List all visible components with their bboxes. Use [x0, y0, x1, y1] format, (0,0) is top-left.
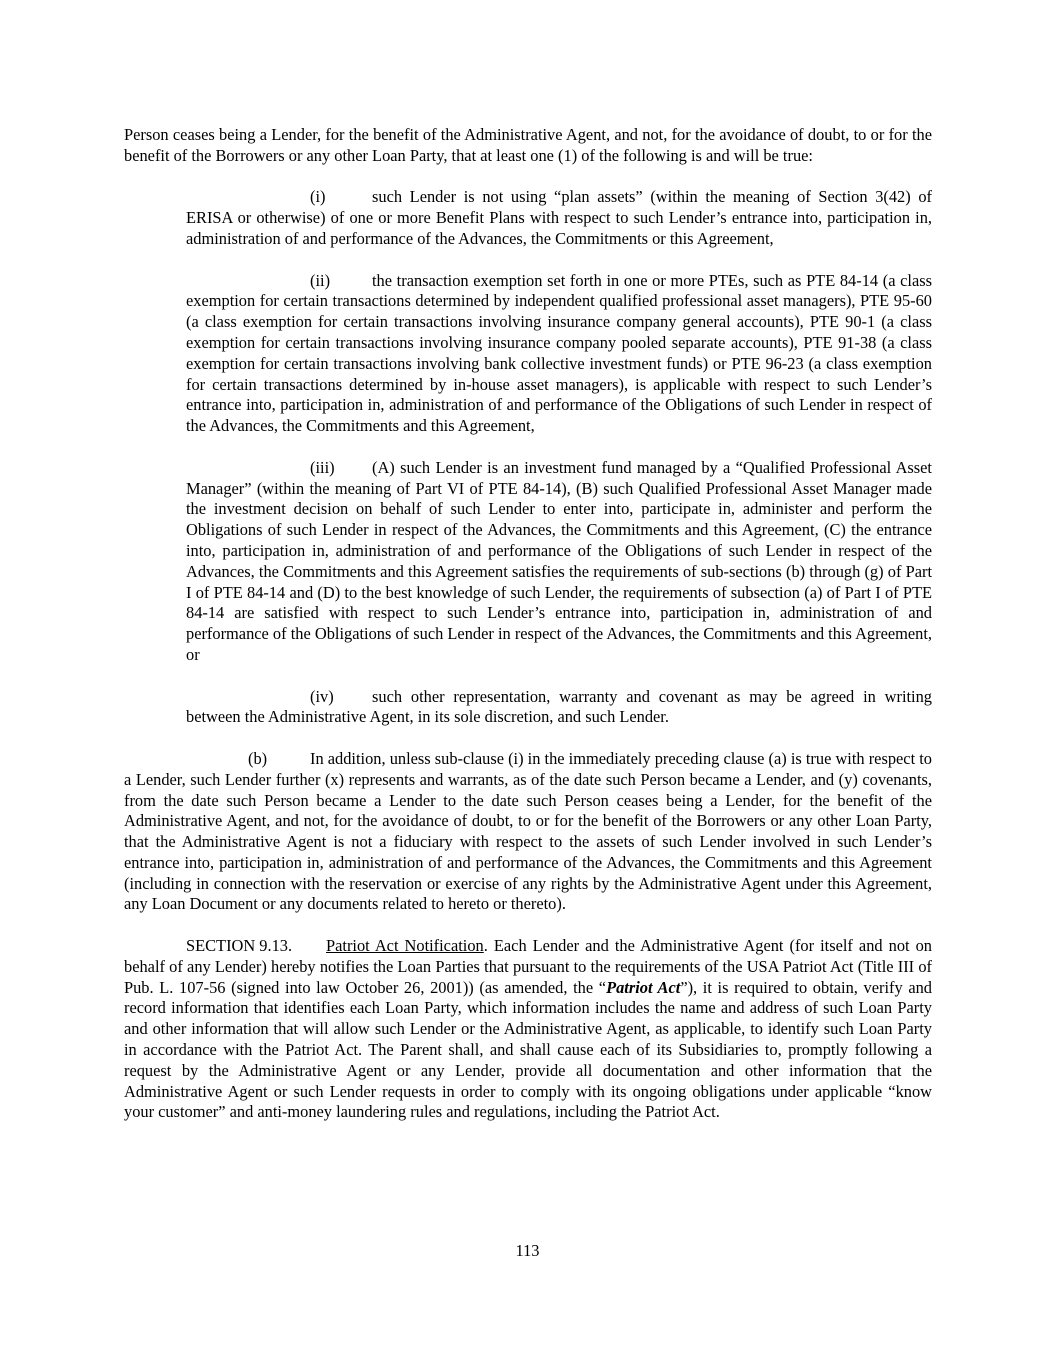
clause-number: (iv): [310, 686, 334, 706]
clause-number: (i): [310, 187, 326, 207]
clause-text: such Lender is not using “plan assets” (within the meaning of Section 3(42) of ERISA or otherwise) of one or more Benefit Plans with respect to such Lender’s entrance into, participation in, administration of and performance of the Advances, the Commitments or this Agreement,: [186, 187, 932, 248]
defined-term: Patriot Act: [606, 977, 681, 997]
section-heading: Patriot Act Notification: [326, 936, 484, 956]
clause-text: the transaction exemption set forth in one or more PTEs, such as PTE 84-14 (a class exemption for certain transactions determined by independent qualified professional asset managers), PTE 95-60 (a class exemption for certain transactions involving insurance company general accounts), PTE 90-1 (a class exemption for certain transactions involving insurance company pooled separate accounts), PTE 91-38 (a class exemption for certain transactions involving bank collective investment funds) or PTE 96-23 (a class exemption for certain transactions determined by in-house asset managers), is applicable with respect to such Lender’s entrance into, participation in, administration of and performance of the Obligations of such Lender in respect of the Advances, the Commitments and this Agreement,: [186, 270, 932, 436]
clause-i: [186, 187, 932, 249]
paragraph-text: In addition, unless sub-clause (i) in the immediately preceding clause (a) is true with respect to a Lender, such Lender further (x) represents and warrants, as of the date such Person became a Lender, and (y) covenants, from the date such Person became a Lender to the date such Person ceases being a Lender, for the benefit of the Administrative Agent, and not, for the avoidance of doubt, to or for the benefit of the Borrowers or any other Loan Party, that the Administrative Agent is not a fiduciary with respect to the assets of such Lender involved in such Lender’s entrance into, participation in, administration of and performance of the Advances, the Commitments and this Agreement (including in connection with the reservation or exercise of any rights by the Administrative Agent under this Agreement, any Loan Document or any documents related to hereto or thereto).: [124, 748, 932, 914]
clause-number: (iii): [310, 457, 335, 477]
document-page: [124, 125, 932, 1123]
section-text-part-1: . Each Lender and the Administrative Agent (for itself and not on behalf of any Lender) hereby notifies the Loan Parties that pursuant to the requirements of the USA Patriot Act (Title III of Pub. L. 107-56 (signed into law October 26, 2001)) (as amended, the “: [124, 936, 932, 997]
paragraph-b: [124, 749, 932, 915]
clause-text: such other representation, warranty and covenant as may be agreed in writing between the Administrative Agent, in its sole discretion, and such Lender.: [186, 686, 932, 727]
clause-number: (ii): [310, 270, 331, 290]
section-text-part-2: ”), it is required to obtain, verify and record information that identifies each Loan Party, which information includes the name and address of such Loan Party and other information that will allow such Lender or the Administrative Agent, as applicable, to identify such Loan Party in accordance with the Patriot Act. The Parent shall, and shall cause each of its Subsidiaries to, promptly following a request by the Administrative Agent or any Lender, provide all documentation and other information that the Administrative Agent or such Lender requests in order to comply with its ongoing obligations under applicable “know your customer” and anti-money laundering rules and regulations, including the Patriot Act.: [124, 977, 932, 1122]
page-number: 113: [515, 1241, 540, 1260]
clause-ii: [186, 271, 932, 437]
section-number: SECTION 9.13.: [186, 936, 293, 956]
intro-paragraph: Person ceases being a Lender, for the benefit of the Administrative Agent, and not, for the avoidance of doubt, to or for the benefit of the Borrowers or any other Loan Party, that at least one (1) of the following is and will be true:: [124, 125, 932, 165]
paragraph-number: (b): [248, 748, 268, 768]
clause-text: (A) such Lender is an investment fund managed by a “Qualified Professional Asset Manager” (within the meaning of Part VI of PTE 84-14), (B) such Qualified Professional Asset Manager made the investment decision on behalf of such Lender to enter into, participate in, administer and perform the Obligations of such Lender in respect of the Advances, the Commitments and this Agreement, (C) the entrance into, participation in, administration of and performance of the Obligations of such Lender in respect of the Advances, the Commitments and this Agreement satisfies the requirements of sub-sections (b) through (g) of Part I of PTE 84-14 and (D) to the best knowledge of such Lender, the requirements of subsection (a) of Part I of PTE 84-14 are satisfied with respect to such Lender’s entrance into, participation in, administration of and performance of the Obligations of such Lender in respect of the Advances, the Commitments and this Agreement, or: [186, 457, 932, 664]
clause-iii: [186, 458, 932, 666]
clause-iv: [186, 687, 932, 729]
section-9-13-paragraph: [124, 936, 932, 1123]
